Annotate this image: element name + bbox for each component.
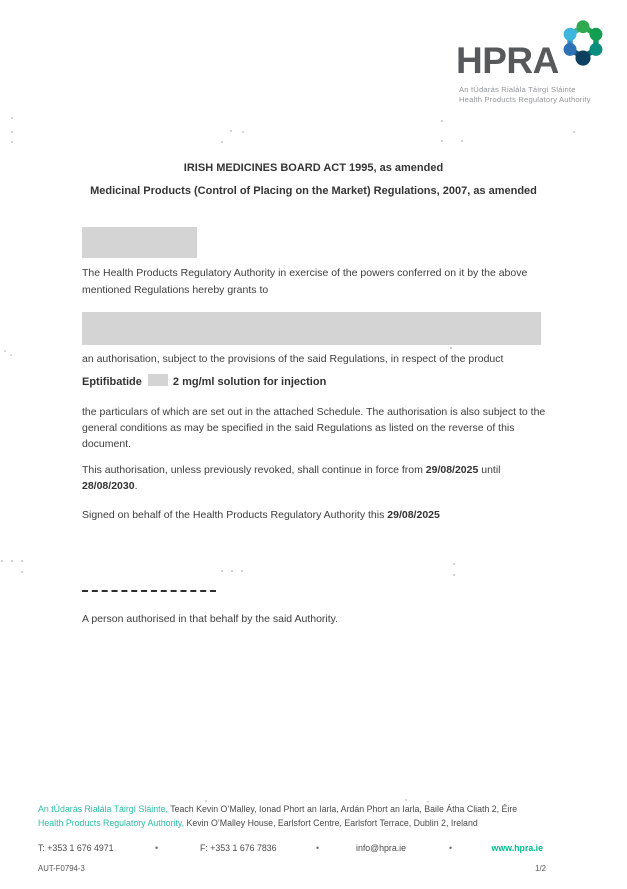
footer-separator-dot: • [316, 843, 320, 853]
product-name-suffix: 2 mg/ml solution for injection [172, 376, 327, 388]
validity-text-before: This authorisation, unless previously revoked, shall continue in force from [82, 464, 426, 476]
authorised-person-text: A person authorised in that behalf by the said Authority. [82, 613, 339, 625]
hpra-logo-wordmark: HPRA [456, 40, 559, 81]
redaction-inline [148, 374, 168, 386]
redaction-box-licence [82, 227, 197, 258]
authorisation-paragraph: an authorisation, subject to the provisions of the said Regulations, in respect of the product [82, 353, 504, 365]
footer-address-irish-rest: Teach Kevin O’Malley, Ionad Phort an Iarla, Ardán Phort an Iarla, Baile Átha Cliath 2, Éire [167, 804, 518, 814]
signed-text: Signed on behalf of the Health Products Regulatory Authority this [82, 509, 388, 521]
footer-address-english [38, 817, 604, 831]
tagline-irish: An tÚdarás Rialála Táirgí Sláinte [459, 85, 576, 94]
validity-paragraph [82, 462, 554, 494]
footer-contact-row [0, 843, 627, 857]
footer-fax: F: +353 1 676 7836 [200, 843, 277, 853]
grants-paragraph: The Health Products Regulatory Authority in exercise of the powers conferred on it by the above mentioned Regulations hereby grants to [82, 267, 528, 296]
validity-start-date: 29/08/2025 [425, 464, 479, 476]
document-title [0, 162, 627, 197]
footer-email: info@hpra.ie [356, 843, 407, 853]
redaction-box-grantee [82, 312, 541, 345]
particulars-paragraph: the particulars of which are set out in the attached Schedule. The authorisation is also subject to the general conditions as may be specified in the said Regulations as listed on the reverse of this document. [82, 406, 546, 450]
validity-text-after: . [134, 480, 138, 492]
validity-text-middle: until [478, 464, 501, 476]
hpra-molecule-icon [556, 16, 610, 72]
title-regulations: Medicinal Products (Control of Placing on the Market) Regulations, 2007, as amended [90, 185, 537, 197]
footer-address-irish-org: An tÚdarás Rialála Táirgí Sláinte, [38, 804, 168, 814]
page-number: 1/2 [535, 864, 546, 873]
hpra-tagline [459, 85, 591, 104]
signed-date: 29/08/2025 [387, 509, 440, 521]
signature-line [82, 590, 216, 592]
tagline-english: Health Products Regulatory Authority [459, 94, 591, 104]
footer-phone: T: +353 1 676 4971 [38, 843, 114, 853]
footer-address-english-org: Health Products Regulatory Authority, [38, 817, 185, 828]
validity-end-date: 28/08/2030 [82, 480, 135, 492]
product-name-line [82, 374, 554, 391]
footer-website: www.hpra.ie [491, 843, 543, 853]
title-act: IRISH MEDICINES BOARD ACT 1995, as amended [183, 162, 444, 174]
scan-noise-dots [0, 0, 2, 2]
footer-address [38, 803, 604, 830]
signed-paragraph [82, 507, 554, 524]
footer-address-irish [38, 803, 604, 817]
footer-separator-dot: • [155, 843, 159, 853]
document-reference: AUT-F0794-3 [38, 864, 85, 873]
product-name-prefix: Eptifibatide [82, 376, 142, 388]
footer-separator-dot: • [449, 843, 453, 853]
footer-address-english-rest: Kevin O’Malley House, Earlsfort Centre, Earlsfort Terrace, Dublin 2, Ireland [184, 817, 478, 828]
